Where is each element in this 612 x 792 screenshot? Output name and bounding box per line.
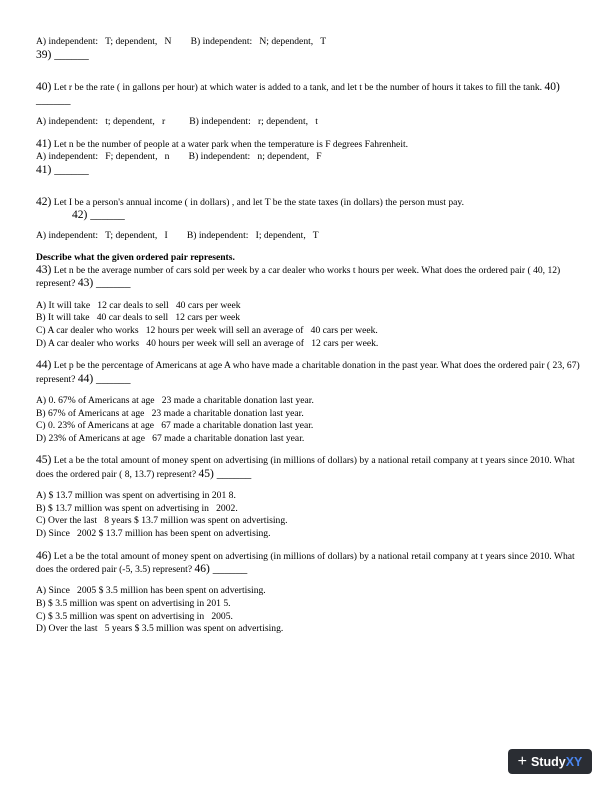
q42-option-b: B) independent: I; dependent, T	[186, 230, 319, 242]
q41-stem	[36, 138, 584, 151]
studyxy-logo	[508, 749, 592, 774]
plus-icon: +	[517, 752, 527, 770]
q41-answer-blank: 41) ______	[36, 164, 89, 176]
q40-number: 40)	[36, 80, 52, 93]
q38-option-a: A) independent: T; dependent, N	[36, 36, 172, 47]
q45-stem	[36, 454, 584, 481]
q42-option-a: A) independent: T; dependent, I	[36, 230, 168, 242]
q45-option-a: A) $ 13.7 million was spent on advertising in 201 8.	[36, 490, 236, 502]
logo-study-text: Study	[530, 754, 566, 769]
q45-text: Let a be the total amount of money spent on advertising (in millions of dollars) by a national retail company at t years since 2010. What does the ordered pair ( 8, 13.7) represent?	[36, 455, 575, 480]
q43-number: 43)	[36, 264, 52, 276]
q45-number: 45)	[36, 454, 52, 467]
q44-text: Let p be the percentage of Americans at age A who have made a charitable donation in the past year. What does the ordered pair ( 23, 67) represent?	[36, 360, 580, 385]
q46-answer-blank: 46) ______	[194, 562, 248, 575]
q41-option-b: B) independent: n; dependent, F	[188, 151, 322, 163]
q40-text: Let r be the rate ( in gallons per hour) at which water is added to a tank, and let t be the number of hours it takes to fill the tank.	[53, 81, 543, 93]
q46-option-d: D) Over the last 5 years $ 3.5 million was spent on advertising.	[36, 623, 284, 635]
q39-answer-blank: 39) ______	[36, 48, 89, 61]
q42-options	[36, 230, 584, 243]
q44-answer-blank: 44) ______	[77, 372, 131, 385]
q40-options	[36, 116, 584, 129]
q46-stem	[36, 550, 584, 577]
q41-text: Let n be the number of people at a water park when the temperature is F degrees Fahrenheit.	[53, 139, 409, 150]
q43-option-c: C) A car dealer who works 12 hours per week will sell an average of 40 cars per week.	[36, 325, 378, 336]
q44-option-a: A) 0. 67% of Americans at age 23 made a charitable donation last year.	[36, 395, 314, 406]
q40-stem	[36, 81, 584, 108]
q44-option-c: C) 0. 23% of Americans at age 67 made a charitable donation last year.	[36, 420, 314, 432]
q43-option-a: A) It will take 12 car deals to sell 40 cars per week	[36, 299, 241, 311]
q42-answer-blank: 42) ______	[72, 209, 125, 222]
q45-option-d: D) Since 2002 $ 13.7 million has been spent on advertising.	[36, 527, 271, 539]
q44-number: 44)	[36, 359, 52, 372]
q44-option-d: D) 23% of Americans at age 67 made a charitable donation last year.	[36, 432, 305, 444]
section-heading: Describe what the given ordered pair represents.	[36, 252, 235, 263]
q45-option-b: B) $ 13.7 million was spent on advertising in 2002.	[36, 502, 238, 514]
q46-text: Let a be the total amount of money spent on advertising (in millions of dollars) by a national retail company at t years since 2010. What does the ordered pair (-5, 3.5) represent?	[36, 550, 575, 575]
q46-option-c: C) $ 3.5 million was spent on advertising in 2005.	[36, 610, 233, 622]
q42-stem	[36, 196, 584, 209]
q40-answer-blank: 40) ______	[36, 80, 560, 106]
q38-option-b: B) independent: N; dependent, T	[190, 36, 327, 47]
q45-answer-blank: 45) ______	[198, 467, 252, 480]
q41-number: 41)	[36, 138, 52, 150]
q38-options	[36, 36, 584, 49]
q42-number: 42)	[36, 196, 52, 208]
q45-option-c: C) Over the last 8 years $ 13.7 million was spent on advertising.	[36, 515, 288, 527]
q46-option-a: A) Since 2005 $ 3.5 million has been spent on advertising.	[36, 585, 266, 597]
q44-stem	[36, 359, 584, 386]
q43-answer-blank: 43) ______	[77, 277, 131, 290]
q43-stem	[36, 264, 584, 291]
q41-options	[36, 151, 584, 164]
q41-option-a: A) independent: F; dependent, n	[36, 151, 170, 163]
q43-text: Let n be the average number of cars sold per week by a car dealer who works t hours per week. What does the ordered pair ( 40, 12) represent?	[36, 265, 561, 290]
q44-option-b: B) 67% of Americans at age 23 made a charitable donation last year.	[36, 407, 304, 419]
q46-option-b: B) $ 3.5 million was spent on advertising in 201 5.	[36, 597, 231, 609]
q40-option-a: A) independent: t; dependent, r	[36, 116, 166, 128]
logo-xy-text: XY	[565, 754, 583, 769]
q43-option-b: B) It will take 40 car deals to sell 12 cars per week	[36, 312, 241, 324]
q42-text: Let I be a person's annual income ( in dollars) , and let T be the state taxes (in dollars) the person must pay.	[53, 197, 464, 208]
q40-option-b: B) independent: r; dependent, t	[189, 116, 318, 128]
q46-number: 46)	[36, 549, 52, 562]
q43-option-d: D) A car dealer who works 40 hours per week will sell an average of 12 cars per week.	[36, 337, 379, 349]
worksheet-page	[36, 36, 584, 636]
